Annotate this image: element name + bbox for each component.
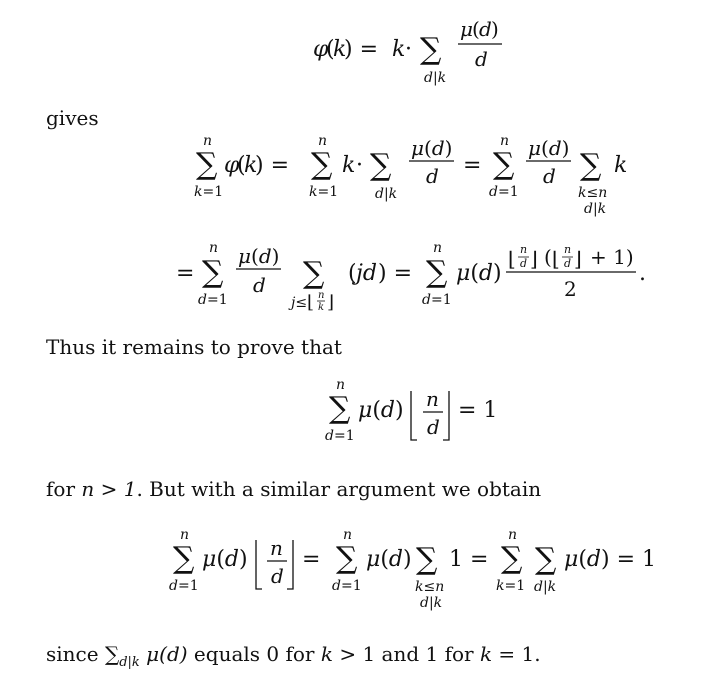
svg-text:n: n bbox=[426, 387, 439, 411]
svg-text:k=1: k=1 bbox=[194, 184, 224, 200]
svg-text:=: = bbox=[176, 261, 195, 286]
svg-text:d: d bbox=[426, 164, 439, 188]
svg-text:(: ( bbox=[544, 245, 552, 269]
svg-text:1 =: 1 = bbox=[449, 547, 489, 572]
svg-text:∑: ∑ bbox=[173, 541, 195, 576]
svg-text:⌋: ⌋ bbox=[530, 247, 538, 271]
svg-text:μ(d) = 1: μ(d) = 1 bbox=[564, 547, 656, 572]
svg-text:k: k bbox=[392, 37, 406, 62]
svg-text:k=1: k=1 bbox=[496, 578, 526, 594]
svg-text:(: ( bbox=[348, 261, 357, 286]
text-for-math: n > 1 bbox=[81, 477, 137, 501]
svg-text:+ 1): + 1) bbox=[590, 245, 634, 269]
svg-text:): ) bbox=[491, 17, 499, 41]
text-since bbox=[46, 642, 541, 675]
svg-text:μ(d): μ(d) bbox=[528, 136, 570, 160]
svg-text:d=1: d=1 bbox=[332, 578, 362, 594]
svg-text:∑: ∑ bbox=[329, 391, 351, 426]
svg-text:k≤n: k≤n bbox=[578, 185, 608, 201]
svg-text:∑: ∑ bbox=[336, 541, 358, 576]
svg-text:) =: ) = bbox=[378, 261, 413, 286]
svg-text:n: n bbox=[343, 527, 353, 543]
since-gt-text: > 1 and 1 for bbox=[332, 642, 480, 666]
svg-text:∑: ∑ bbox=[416, 542, 438, 577]
svg-text:d|k: d|k bbox=[424, 70, 447, 86]
svg-text:∑: ∑ bbox=[493, 147, 515, 182]
svg-text:) =: ) = bbox=[344, 37, 379, 62]
svg-text:μ(d): μ(d) bbox=[358, 398, 404, 423]
since-equals-text: equals 0 for bbox=[187, 642, 321, 666]
svg-text:·: · bbox=[356, 153, 363, 178]
svg-text:d=1: d=1 bbox=[422, 292, 452, 308]
text-for-prefix: for bbox=[46, 477, 76, 501]
svg-text:⌊: ⌊ bbox=[552, 247, 560, 271]
svg-text:d|k: d|k bbox=[420, 595, 443, 611]
svg-text:∑: ∑ bbox=[535, 542, 557, 577]
svg-text:⌊: ⌊ bbox=[307, 292, 315, 313]
svg-text:k: k bbox=[614, 153, 628, 178]
svg-text:∑: ∑ bbox=[580, 148, 602, 183]
since-sum-symbol: ∑ bbox=[104, 642, 120, 666]
svg-text:(: ( bbox=[472, 17, 480, 41]
svg-text:jd: jd bbox=[356, 261, 377, 286]
svg-text:n: n bbox=[336, 377, 346, 393]
since-k-1: k bbox=[320, 642, 333, 666]
svg-text:d: d bbox=[253, 273, 266, 297]
svg-text:∑: ∑ bbox=[426, 255, 448, 290]
svg-text:j≤: j≤ bbox=[291, 295, 308, 311]
svg-text:k: k bbox=[318, 302, 325, 313]
svg-text:μ(d): μ(d) bbox=[202, 547, 248, 572]
svg-text:= 1: = 1 bbox=[458, 398, 498, 423]
svg-text:∑: ∑ bbox=[311, 147, 333, 182]
since-mu: μ(d) bbox=[146, 642, 188, 666]
svg-text:·: · bbox=[405, 37, 412, 62]
svg-text:=: = bbox=[463, 153, 482, 178]
svg-text:n: n bbox=[318, 290, 325, 301]
svg-text:d|k: d|k bbox=[534, 579, 557, 595]
svg-text:k: k bbox=[244, 153, 258, 178]
svg-text:d: d bbox=[427, 415, 440, 439]
svg-text:μ(d): μ(d) bbox=[456, 261, 502, 286]
svg-text:d: d bbox=[543, 164, 556, 188]
svg-text:d=1: d=1 bbox=[325, 428, 355, 444]
svg-text:∑: ∑ bbox=[420, 32, 442, 67]
svg-text:μ(d): μ(d) bbox=[411, 136, 453, 160]
svg-text:n: n bbox=[318, 133, 328, 149]
svg-text:μ(d): μ(d) bbox=[238, 244, 280, 268]
svg-text:(: ( bbox=[237, 153, 246, 178]
svg-text:φ: φ bbox=[313, 37, 329, 62]
svg-text:k: k bbox=[333, 37, 347, 62]
svg-text:n: n bbox=[564, 243, 572, 256]
svg-text:n: n bbox=[508, 527, 518, 543]
svg-text:d: d bbox=[479, 17, 492, 41]
svg-text:n: n bbox=[180, 527, 190, 543]
svg-text:∑: ∑ bbox=[202, 255, 224, 290]
svg-text:d: d bbox=[564, 257, 572, 270]
svg-text:n: n bbox=[433, 240, 443, 256]
text-gives: gives bbox=[46, 106, 99, 130]
svg-text:d|k: d|k bbox=[375, 186, 398, 202]
svg-text:.: . bbox=[639, 261, 646, 286]
svg-text:n: n bbox=[203, 133, 213, 149]
since-word: since bbox=[46, 642, 99, 666]
svg-text:∑: ∑ bbox=[196, 147, 218, 182]
svg-text:2: 2 bbox=[564, 277, 577, 301]
svg-text:d: d bbox=[271, 564, 284, 588]
svg-text:d=1: d=1 bbox=[198, 292, 228, 308]
svg-text:⌋: ⌋ bbox=[327, 292, 335, 313]
since-sum-subscript: d|k bbox=[119, 655, 140, 670]
svg-text:d: d bbox=[520, 257, 528, 270]
svg-text:(: ( bbox=[326, 37, 335, 62]
svg-text:μ(d): μ(d) bbox=[366, 547, 412, 572]
svg-text:) =: ) = bbox=[255, 153, 290, 178]
svg-text:=: = bbox=[302, 547, 321, 572]
svg-text:k≤n: k≤n bbox=[415, 579, 445, 595]
since-k-2: k bbox=[479, 642, 493, 666]
since-eq-text: = 1. bbox=[492, 642, 541, 666]
svg-text:∑: ∑ bbox=[501, 541, 523, 576]
svg-text:d=1: d=1 bbox=[169, 578, 199, 594]
text-for-suffix: . But with a similar argument we obtain bbox=[136, 477, 542, 501]
svg-text:∑: ∑ bbox=[370, 148, 392, 183]
svg-text:d: d bbox=[475, 47, 488, 71]
svg-text:∑: ∑ bbox=[303, 256, 325, 291]
svg-text:n: n bbox=[520, 243, 528, 256]
svg-text:d=1: d=1 bbox=[489, 184, 519, 200]
svg-text:n: n bbox=[500, 133, 510, 149]
svg-text:n: n bbox=[209, 240, 219, 256]
svg-text:μ: μ bbox=[460, 17, 473, 41]
svg-text:⌊: ⌊ bbox=[508, 247, 516, 271]
text-remains-to-prove: Thus it remains to prove that bbox=[46, 335, 342, 359]
svg-text:⌋: ⌋ bbox=[574, 247, 582, 271]
svg-text:k: k bbox=[342, 153, 356, 178]
svg-text:d|k: d|k bbox=[584, 201, 607, 217]
svg-text:k=1: k=1 bbox=[309, 184, 339, 200]
svg-text:φ: φ bbox=[224, 153, 240, 178]
svg-text:n: n bbox=[270, 536, 283, 560]
